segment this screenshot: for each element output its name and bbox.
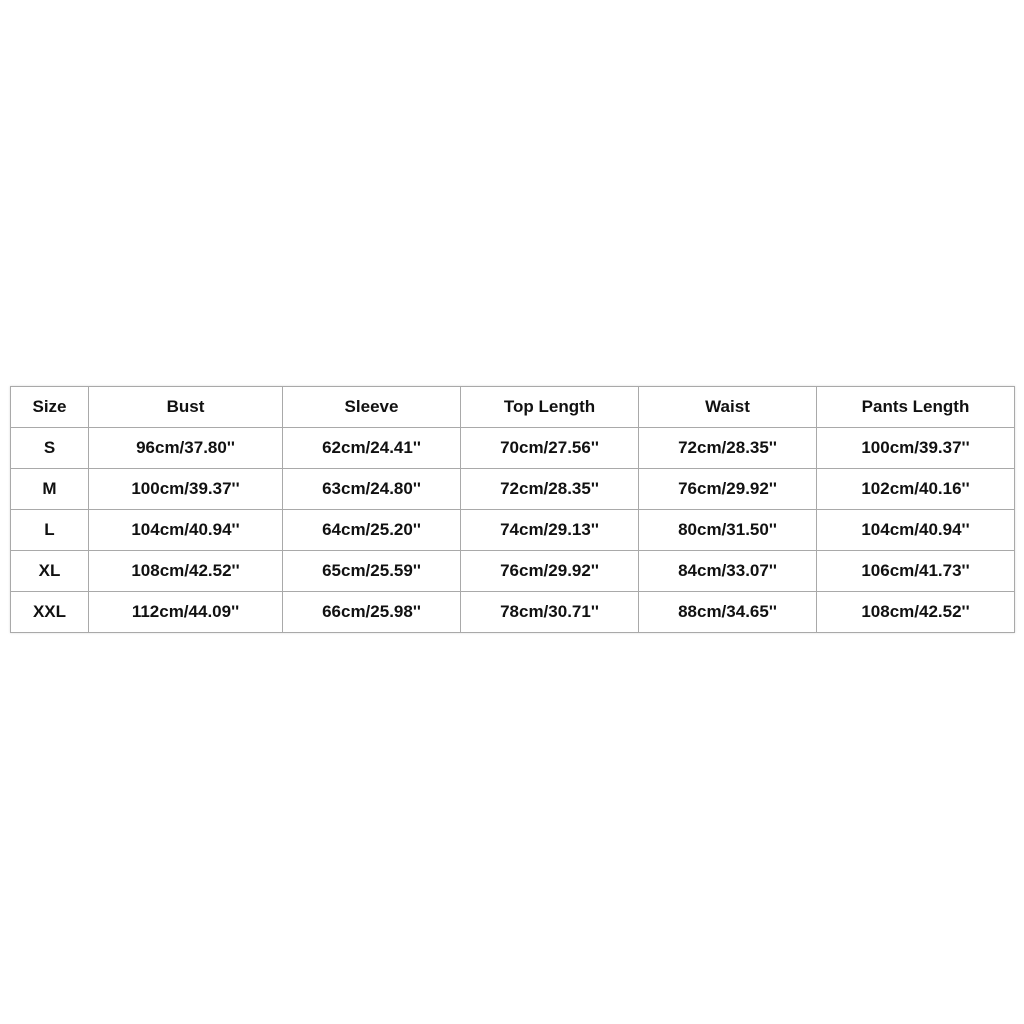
pants-length-cell: 102cm/40.16'': [817, 469, 1015, 510]
waist-cell: 72cm/28.35'': [639, 428, 817, 469]
top-length-cell: 76cm/29.92'': [461, 551, 639, 592]
size-cell: XXL: [11, 592, 89, 633]
header-sleeve: Sleeve: [283, 387, 461, 428]
waist-cell: 76cm/29.92'': [639, 469, 817, 510]
waist-cell: 88cm/34.65'': [639, 592, 817, 633]
header-row: [11, 387, 1015, 428]
waist-cell: 80cm/31.50'': [639, 510, 817, 551]
bust-cell: 112cm/44.09'': [89, 592, 283, 633]
table-row: [11, 551, 1015, 592]
pants-length-cell: 104cm/40.94'': [817, 510, 1015, 551]
sleeve-cell: 65cm/25.59'': [283, 551, 461, 592]
size-cell: XL: [11, 551, 89, 592]
table-row: [11, 469, 1015, 510]
table-row: [11, 428, 1015, 469]
size-cell: L: [11, 510, 89, 551]
sleeve-cell: 62cm/24.41'': [283, 428, 461, 469]
bust-cell: 104cm/40.94'': [89, 510, 283, 551]
sleeve-cell: 64cm/25.20'': [283, 510, 461, 551]
size-cell: M: [11, 469, 89, 510]
pants-length-cell: 106cm/41.73'': [817, 551, 1015, 592]
top-length-cell: 70cm/27.56'': [461, 428, 639, 469]
waist-cell: 84cm/33.07'': [639, 551, 817, 592]
header-waist: Waist: [639, 387, 817, 428]
table-row: [11, 510, 1015, 551]
sleeve-cell: 63cm/24.80'': [283, 469, 461, 510]
top-length-cell: 78cm/30.71'': [461, 592, 639, 633]
header-top-length: Top Length: [461, 387, 639, 428]
header-bust: Bust: [89, 387, 283, 428]
bust-cell: 108cm/42.52'': [89, 551, 283, 592]
table-row: [11, 592, 1015, 633]
top-length-cell: 72cm/28.35'': [461, 469, 639, 510]
top-length-cell: 74cm/29.13'': [461, 510, 639, 551]
pants-length-cell: 108cm/42.52'': [817, 592, 1015, 633]
pants-length-cell: 100cm/39.37'': [817, 428, 1015, 469]
bust-cell: 100cm/39.37'': [89, 469, 283, 510]
size-chart-table: [10, 386, 1015, 633]
header-pants-length: Pants Length: [817, 387, 1015, 428]
size-cell: S: [11, 428, 89, 469]
header-size: Size: [11, 387, 89, 428]
bust-cell: 96cm/37.80'': [89, 428, 283, 469]
sleeve-cell: 66cm/25.98'': [283, 592, 461, 633]
